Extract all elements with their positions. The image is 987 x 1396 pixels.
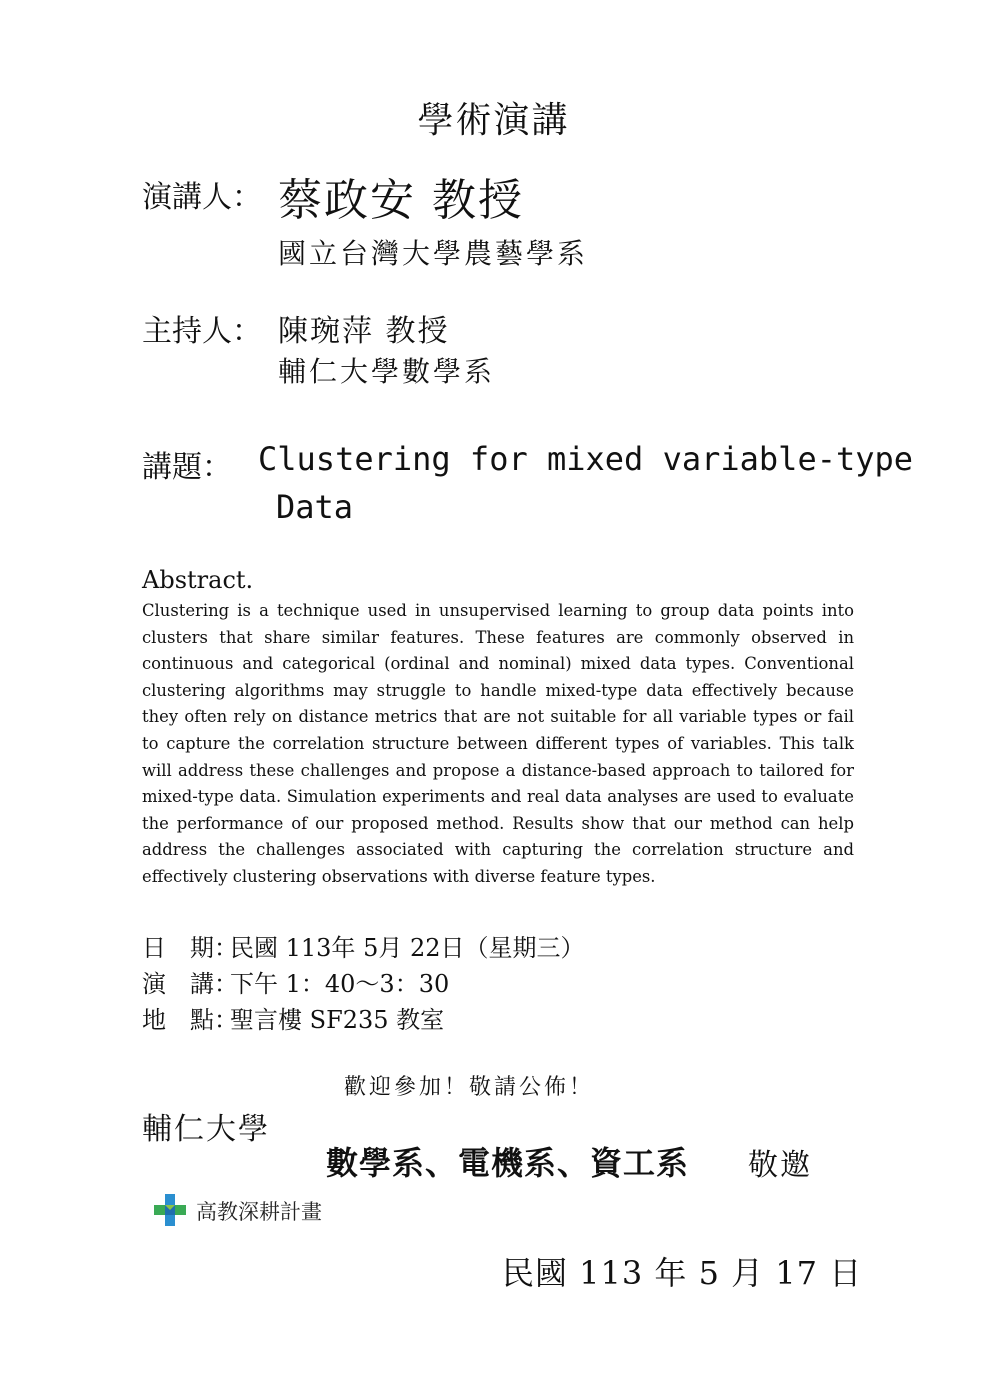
topic-title-line2: Data [276,488,354,526]
project-logo [152,1192,342,1228]
date-label: 日 期： [142,934,238,962]
time-label: 演 講： [142,970,238,998]
university-name: 輔仁大學 [142,1112,270,1147]
topic-label: 講題： [142,450,232,485]
topic-title-line1: Clustering for mixed variable-type [258,440,914,478]
page-title: 學術演講 [417,100,570,141]
host-departments: 數學系、電機系、資工系 [326,1144,690,1182]
place-value: 聖言樓 SF235 教室 [230,1006,445,1034]
time-row [142,964,449,999]
issue-date: 民國 113 年 5 月 17 日 [502,1254,863,1292]
logo-text: 高教深耕計畫 [196,1200,322,1224]
abstract-body: Clustering is a technique used in unsupervised learning to group data points into clusters that share similar features. These features are commonly observed in continuous and categorical (ordinal and nominal) mixed data types. Conventional clustering algorithms may struggle to handle mixed-type data effectively because they often rely on distance metrics that are not suitable for all variable types or fail to capture the correlation structure between different types of variables. This talk will address these challenges and propose a distance-based approach to tailored for mixed-type data. Simulation experiments and real data analyses are used to evaluate the performance of our proposed method. Results show that our method can help address the challenges associated with capturing the correlation structure and effectively clustering observations with diverse feature types. [142,601,854,886]
abstract-heading: Abstract. [142,566,254,594]
date-value: 民國 113年 5月 22日（星期三） [230,934,585,962]
host-label: 主持人： [142,314,262,349]
host-name: 陳琬萍 教授 [278,314,450,349]
speaker-affiliation: 國立台灣大學農藝學系 [278,237,589,270]
date-row [142,928,585,963]
place-row [142,1000,444,1035]
welcome-text: 歡迎參加！敬請公佈！ [344,1075,595,1100]
invite-text: 敬邀 [748,1148,812,1183]
host-affiliation: 輔仁大學數學系 [278,355,496,388]
speaker-label: 演講人： [142,180,262,215]
time-value: 下午 1：40～3：30 [230,970,450,998]
place-label: 地 點： [142,1006,238,1034]
speaker-name: 蔡政安 教授 [278,175,524,226]
cross-logo-icon [152,1192,188,1228]
